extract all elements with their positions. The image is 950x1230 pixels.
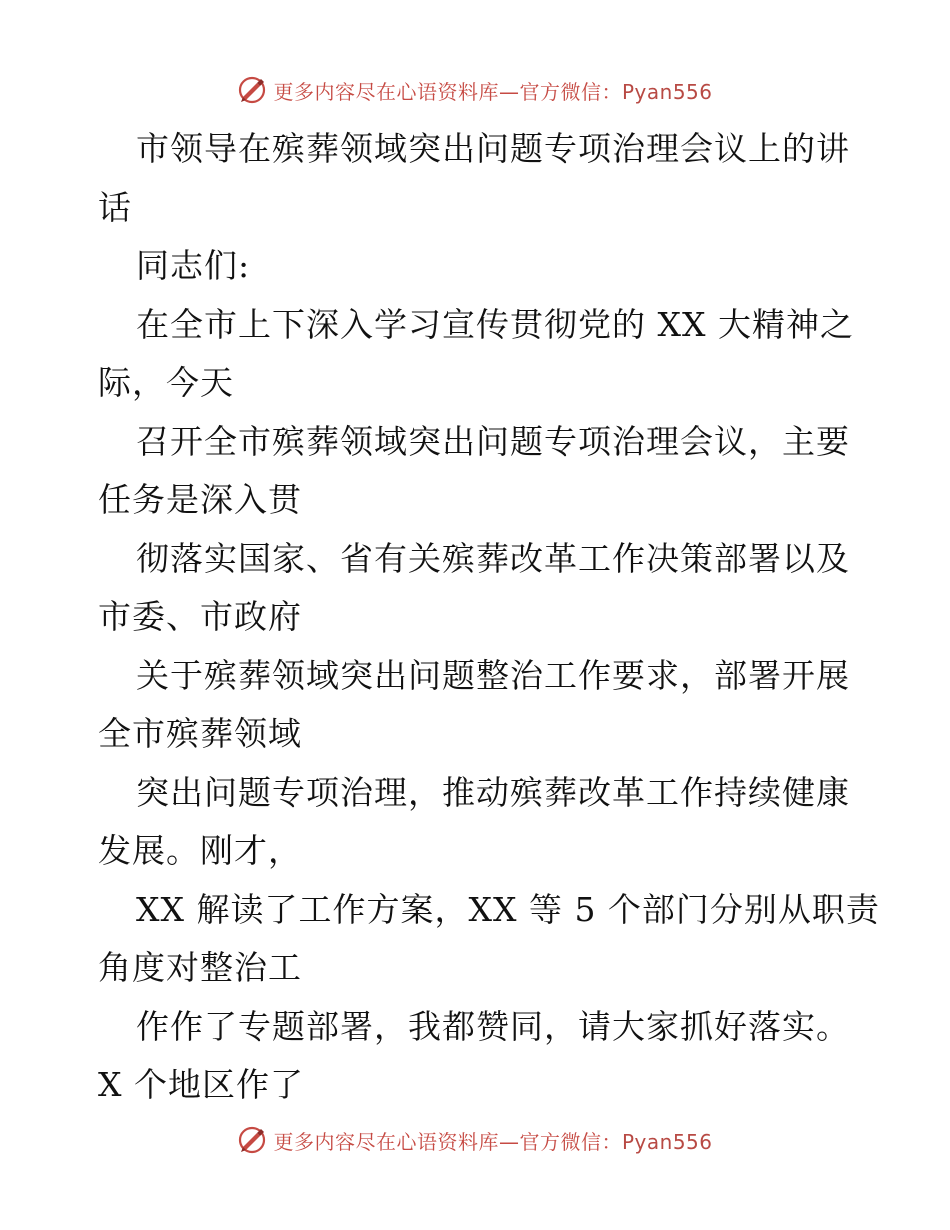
document-line: 市领导在殡葬领域突出问题专项治理会议上的讲 xyxy=(136,129,850,168)
document-line: 彻落实国家、省有关殡葬改革工作决策部署以及 xyxy=(136,538,850,578)
document-line: 任务是深入贯 xyxy=(98,480,302,519)
document-line: 角度对整治工 xyxy=(98,948,302,987)
watermark-wechat-id: Pyan556 xyxy=(621,1129,713,1154)
document-line: 关于殡葬领域突出问题整治工作要求，部署开展 xyxy=(136,655,850,695)
document-line: 在全市上下深入学习宣传贯彻党的 XX 大精神之 xyxy=(136,304,854,344)
document-line: 际，今天 xyxy=(98,363,234,402)
document-line: 突出问题专项治理，推动殡葬改革工作持续健康 xyxy=(136,772,850,812)
document-line: 同志们: xyxy=(136,246,251,285)
pen-circle-logo-icon xyxy=(237,75,267,105)
watermark-banner-top xyxy=(0,70,950,110)
watermark-text-cn: 更多内容尽在心语资料库—官方微信： xyxy=(273,1129,622,1154)
document-line: X 个地区作了 xyxy=(98,1065,304,1104)
document-line: 发展。刚才， xyxy=(98,831,302,870)
document-line: 作作了专题部署，我都赞同，请大家抓好落实。 xyxy=(136,1006,850,1046)
watermark-text xyxy=(273,1126,712,1155)
document-line: 市委、市政府 xyxy=(98,597,302,636)
watermark-wechat-id: Pyan556 xyxy=(621,79,713,104)
watermark-text-cn: 更多内容尽在心语资料库—官方微信： xyxy=(273,79,622,104)
pen-circle-logo-icon xyxy=(237,1125,267,1155)
document-line: 召开全市殡葬领域突出问题专项治理会议，主要 xyxy=(136,421,850,461)
document-line: 全市殡葬领域 xyxy=(98,714,302,753)
document-line: 话 xyxy=(98,187,132,227)
watermark-text xyxy=(273,76,712,105)
watermark-banner-bottom xyxy=(0,1120,950,1160)
document-line: XX 解读了工作方案，XX 等 5 个部门分别从职责 xyxy=(136,889,880,929)
document-body xyxy=(98,120,880,1115)
